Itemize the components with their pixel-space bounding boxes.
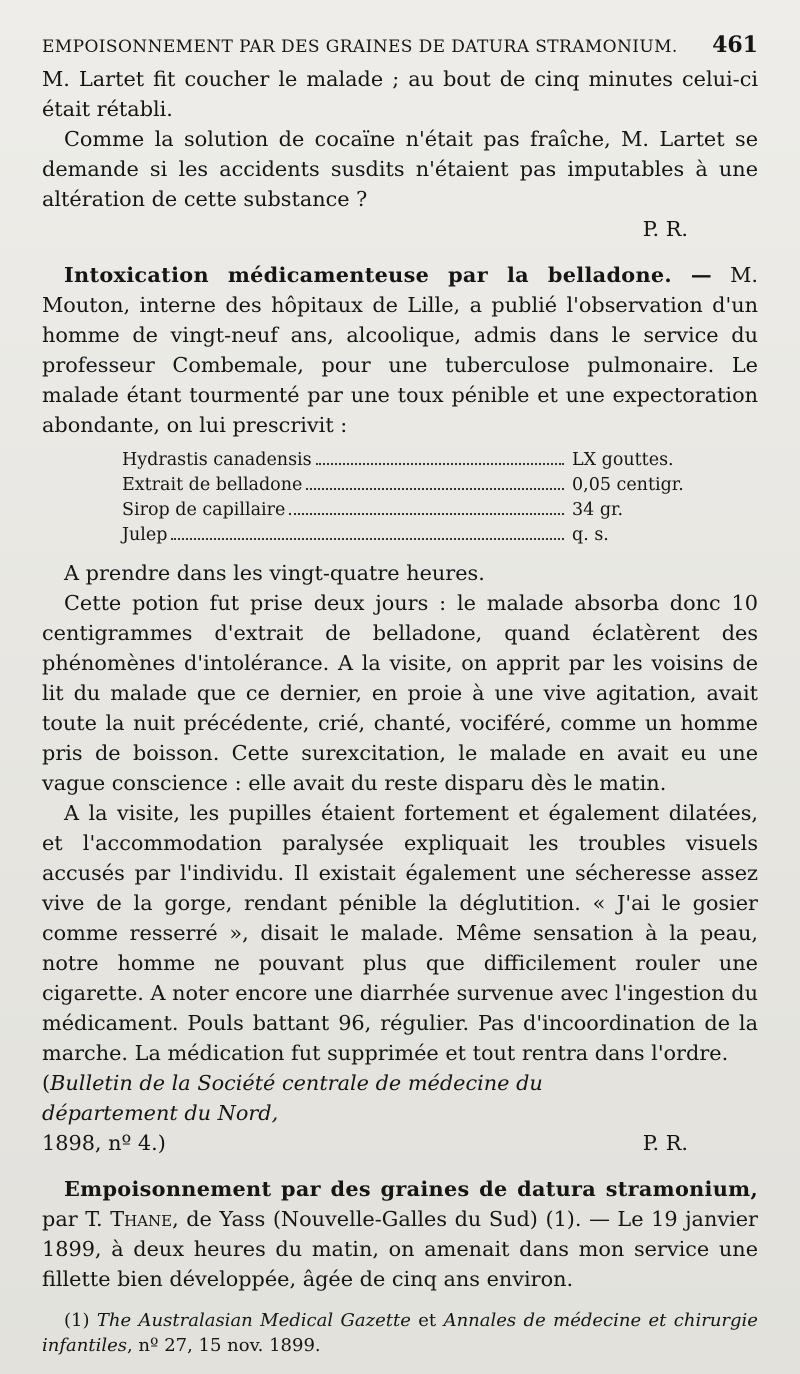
citation-open-paren: ( [42, 1071, 51, 1095]
running-title: EMPOISONNEMENT PAR DES GRAINES DE DATURA STRAMONIUM. [42, 37, 678, 57]
section-belladone-title: Intoxication médicamenteuse par la belladone. — [64, 262, 713, 287]
section-datura-title: Empoisonnement par des graines de datura stramonium, [64, 1176, 758, 1201]
page-number: 461 [712, 32, 758, 58]
section-belladone [42, 260, 758, 440]
footnote [42, 1308, 758, 1358]
footnote-ref: , nº 27, 15 nov. 1899. [126, 1335, 321, 1356]
paragraph-lartet-recovery: M. Lartet fit coucher le malade ; au bout de cinq minutes celui-ci était rétabli. [42, 67, 758, 121]
prescription-item [122, 523, 702, 548]
section-datura-author: Thane [110, 1207, 173, 1231]
paragraph-cocaine-text: Comme la solution de cocaïne n'était pas fraîche, M. Lartet se demande si les accidents susdits n'étaient pas imputables à une altération de cette substance ? [42, 127, 758, 211]
prescription-item [122, 498, 702, 523]
footnote-mark: (1) [64, 1310, 90, 1331]
prescription-item-dose: LX gouttes. [572, 450, 674, 470]
prescription-item [122, 448, 702, 473]
section-datura [42, 1174, 758, 1294]
citation-year: 1898, nº 4.) [42, 1131, 166, 1155]
paragraph-dosage: A prendre dans les vingt-quatre heures. [64, 561, 485, 585]
signature-1: P. R. [642, 217, 688, 241]
prescription-item-dose: 0,05 centigr. [572, 475, 684, 495]
prescription-list [122, 448, 702, 548]
footnote-journal-1: The Australasian Medical Gazette [96, 1310, 411, 1331]
paragraph-symptoms: A la visite, les pupilles étaient fortement et également dilatées, et l'accommodation paralysée expliquait les troubles visuels accusés par l'individu. Il existait également une sécheresse assez vive de la gorge, rendant pénible la déglutition. « J'ai le gosier comme resserré », disait le malade. Même sensation à la peau, notre homme ne pouvant plus que difficilement rouler une cigarette. A noter encore une diarrhée survenue avec l'ingestion du médicament. Pouls battant 96, régulier. Pas d'incoordination de la marche. La médication fut supprimée et tout rentra dans l'ordre. [42, 801, 758, 1065]
section-belladone-intro: M. Mouton, interne des hôpitaux de Lille, a publié l'observation d'un homme de vingt-neuf ans, alcoolique, admis dans le service du professeur Combemale, pour une tuberculose pulmonaire. Le malade étant tourmenté par une toux pénible et une expectoration abondante, on lui prescrivit : [42, 263, 758, 437]
paragraph-intolerance: Cette potion fut prise deux jours : le malade absorba donc 10 centigrammes d'extrait de belladone, quand éclatèrent des phénomènes d'intolérance. A la visite, on apprit par les voisins de lit du malade que ce dernier, en proie à une vive agitation, avait toute la nuit précédente, crié, chanté, vociféré, comme un homme pris de boisson. Cette surexcitation, le malade en avait eu une vague conscience : elle avait du reste disparu dès le matin. [42, 591, 758, 795]
citation-journal: Bulletin de la Société centrale de médecine du département du Nord, [42, 1071, 543, 1125]
prescription-item [122, 473, 702, 498]
running-header [42, 32, 758, 58]
section-datura-text: , de Yass (Nouvelle-Galles du Sud) (1). — Le 19 janvier 1899, à deux heures du matin, on amenait dans mon service une fillette bien développée, âgée de cinq ans environ. [42, 1207, 758, 1291]
signature-2: P. R. [642, 1131, 688, 1155]
footnote-and: et [418, 1310, 437, 1331]
signature-line-1 [42, 214, 758, 244]
footnote-journal-2: Annales de médecine et chirurgie infantiles [42, 1310, 758, 1356]
prescription-item-dose: q. s. [572, 525, 609, 545]
prescription-item-name: Julep [122, 525, 168, 545]
prescription-item-dose: 34 gr. [572, 500, 624, 520]
prescription-item-name: Extrait de belladone [122, 475, 303, 495]
prescription-item-name: Hydrastis canadensis [122, 450, 312, 470]
section-datura-by: par T. [42, 1207, 103, 1231]
prescription-item-name: Sirop de capillaire [122, 500, 286, 520]
paragraph-cocaine [42, 124, 758, 214]
citation-line [42, 1068, 758, 1158]
